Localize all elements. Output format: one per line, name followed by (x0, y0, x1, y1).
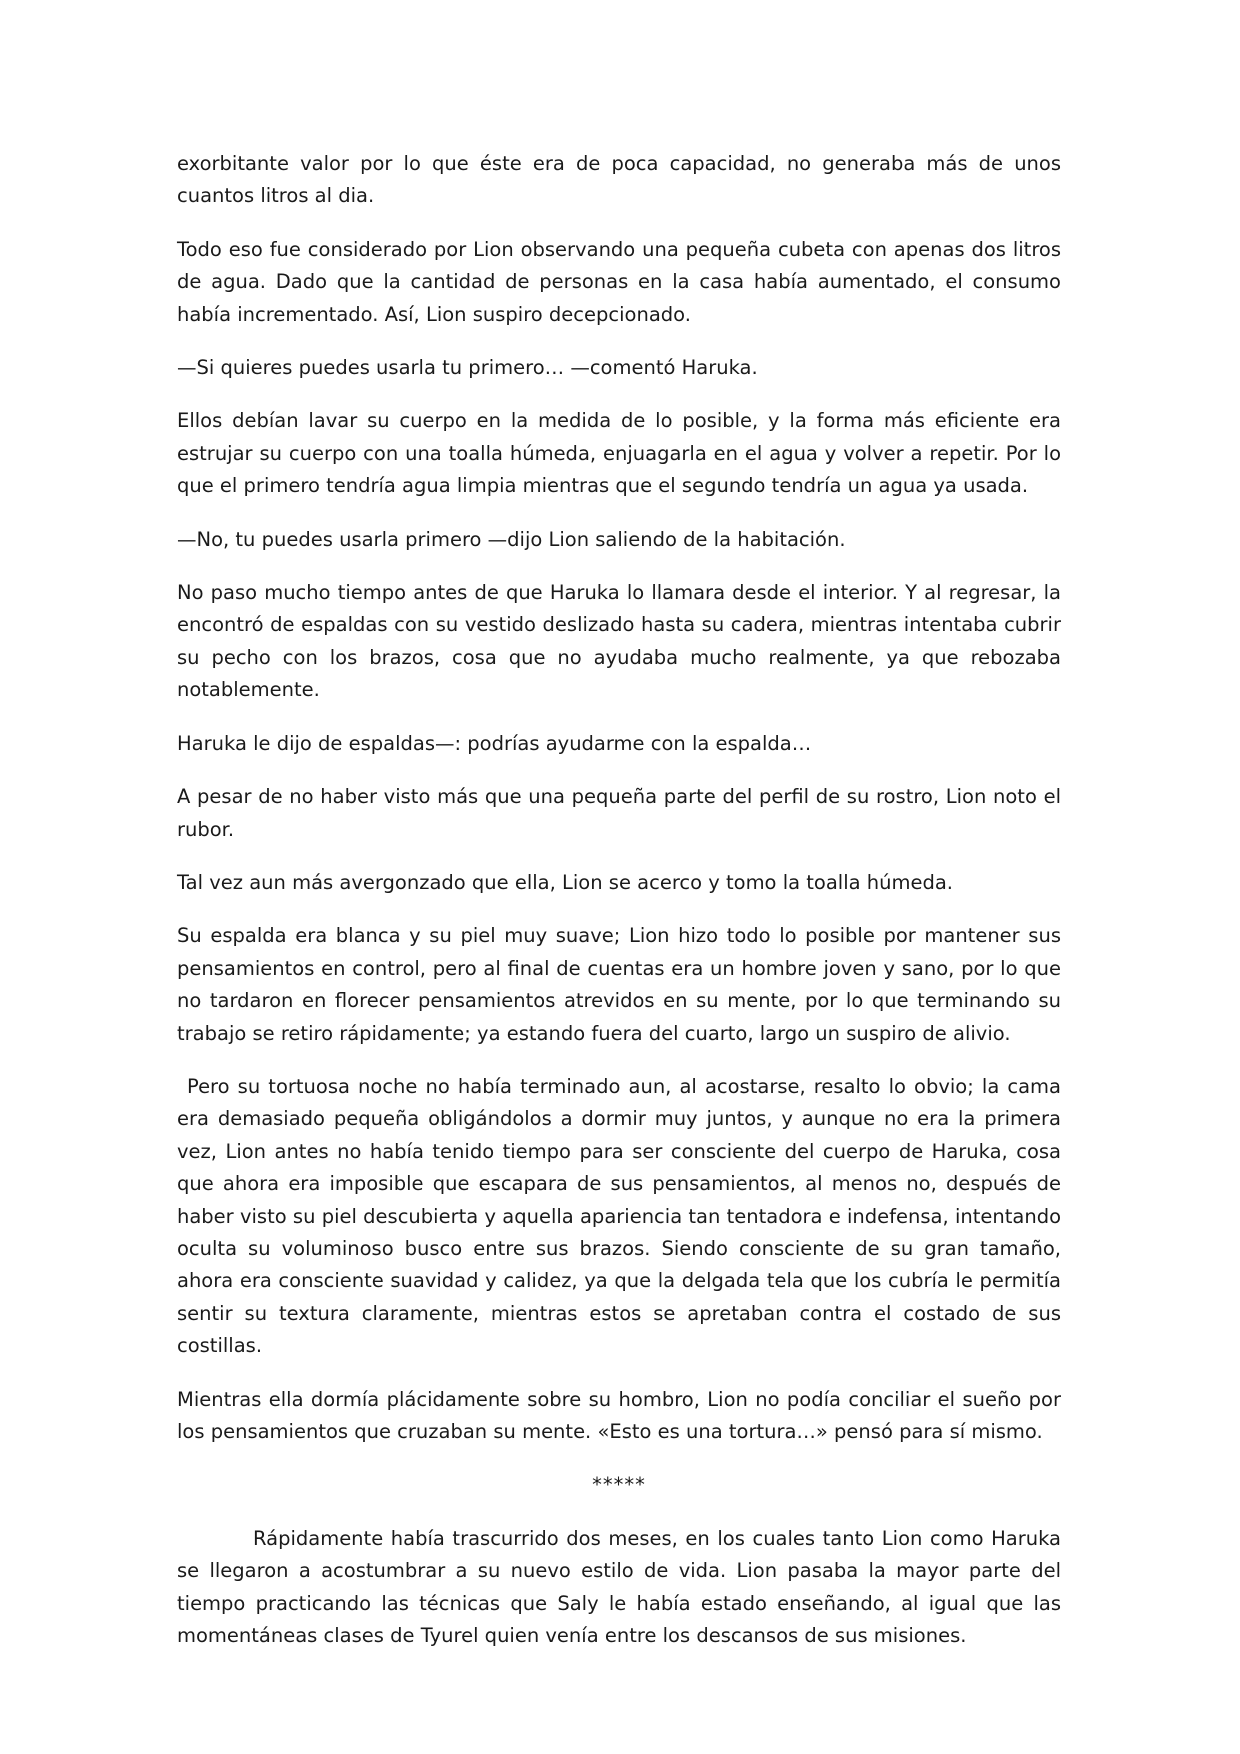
paragraph: Tal vez aun más avergonzado que ella, Lion se acerco y tomo la toalla húmeda. (177, 870, 954, 894)
paragraph: Su espalda era blanca y su piel muy suave; Lion hizo todo lo posible por mantener sus pensamientos en control, pero al final de cuentas era un hombre joven y sano, por lo que no tardaron en florecer pensamientos atrevidos en su mente, por lo que terminando su trabajo se retiro rápidamente; ya estando fuera del cuarto, largo un suspiro de alivio. (177, 924, 1061, 1045)
paragraph: Mientras ella dormía plácidamente sobre su hombro, Lion no podía conciliar el sueño por los pensamientos que cruzaban su mente. «Esto es una tortura…» pensó para sí mismo. (177, 1387, 1061, 1443)
paragraph: Pero su tortuosa noche no había terminado aun, al acostarse, resalto lo obvio; la cama era demasiado pequeña obligándolos a dormir muy juntos, y aunque no era la primera vez, Lion antes no había tenido tiempo para ser consciente del cuerpo de Haruka, cosa que ahora era imposible que escapara de sus pensamientos, al menos no, después de haber visto su piel descubierta y aquella apariencia tan tentadora e indefensa, intentando oculta su voluminoso busco entre sus brazos. Siendo consciente de su gran tamaño, ahora era consciente suavidad y calidez, ya que la delgada tela que los cubría le permitía sentir su textura claramente, mientras estos se apretaban contra el costado de sus costillas. (177, 1074, 1061, 1358)
paragraph: Rápidamente había trascurrido dos meses, en los cuales tanto Lion como Haruka se llegaron a acostumbrar a su nuevo estilo de vida. Lion pasaba la mayor parte del tiempo practicando las técnicas que Saly le había estado enseñando, al igual que las momentáneas clases de Tyurel quien venía entre los descansos de sus misiones. (177, 1526, 1061, 1648)
paragraph: A pesar de no haber visto más que una pequeña parte del perfil de su rostro, Lion noto el rubor. (177, 785, 1061, 841)
dialogue-paragraph: —Si quieres puedes usarla tu primero… —comentó Haruka. (177, 356, 758, 380)
paragraph: exorbitante valor por lo que éste era de poca capacidad, no generaba más de unos cuantos litros al dia. (177, 152, 1061, 208)
paragraph: No paso mucho tiempo antes de que Haruka lo llamara desde el interior. Y al regresar, la encontró de espaldas con su vestido deslizado hasta su cadera, mientras intentaba cubrir su pecho con los brazos, cosa que no ayudaba mucho realmente, ya que rebozaba notablemente. (177, 581, 1061, 702)
scene-separator: ***** (592, 1473, 646, 1497)
dialogue-paragraph: —No, tu puedes usarla primero —dijo Lion saliendo de la habitación. (177, 527, 846, 551)
paragraph: Todo eso fue considerado por Lion observando una pequeña cubeta con apenas dos litros de agua. Dado que la cantidad de personas en la casa había aumentado, el consumo había incrementado. Así, Lion suspiro decepcionado. (177, 237, 1061, 326)
dialogue-paragraph: Haruka le dijo de espaldas—: podrías ayudarme con la espalda… (177, 731, 812, 755)
paragraph: Ellos debían lavar su cuerpo en la medida de lo posible, y la forma más eficiente era estrujar su cuerpo con una toalla húmeda, enjuagarla en el agua y volver a repetir. Por lo que el primero tendría agua limpia mientras que el segundo tendría un agua ya usada. (177, 409, 1061, 498)
document-page (177, 148, 1061, 1673)
